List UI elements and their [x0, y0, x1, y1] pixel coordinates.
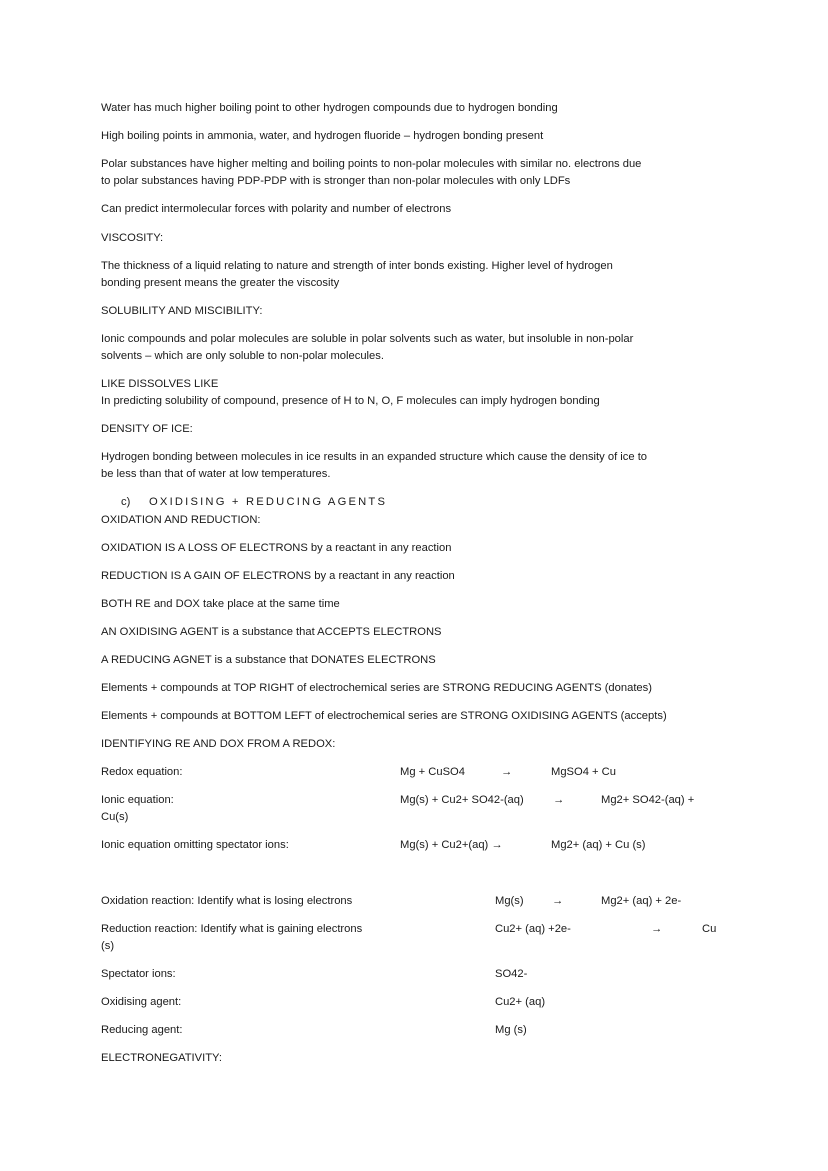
ionic-equation-lhs: Mg(s) + Cu2+ SO42-(aq): [400, 794, 524, 806]
omit-equation-lhs: Mg(s) + Cu2+(aq) →: [400, 839, 503, 851]
redox-equation-label: Redox equation:: [101, 766, 183, 778]
omit-equation-label: Ionic equation omitting spectator ions:: [101, 839, 289, 851]
reduction-reaction-label: Reduction reaction: Identify what is gaining electrons: [101, 923, 363, 935]
paragraph-solubility-line2: solvents – which are only soluble to non-polar molecules.: [101, 350, 384, 362]
redox-equation-lhs: Mg + CuSO4: [400, 766, 465, 778]
oxidising-agent-value: Cu2+ (aq): [495, 996, 546, 1008]
heading-electronegativity: ELECTRONEGATIVITY:: [101, 1052, 223, 1064]
reducing-agent-label: Reducing agent:: [101, 1024, 183, 1036]
ionic-equation-rhs: Mg2+ SO42-(aq) +: [601, 794, 695, 806]
arrow-icon: →: [651, 923, 663, 935]
line-oxidising-agent: AN OXIDISING AGENT is a substance that ACCEPTS ELECTRONS: [101, 626, 442, 638]
ionic-equation-label: Ionic equation:: [101, 794, 174, 806]
oxidising-agent-label: Oxidising agent:: [101, 996, 182, 1008]
line-reducing-agent: A REDUCING AGNET is a substance that DONATES ELECTRONS: [101, 654, 436, 666]
heading-like-dissolves: LIKE DISSOLVES LIKE: [101, 378, 219, 390]
heading-oxidation-reduction: OXIDATION AND REDUCTION:: [101, 514, 261, 526]
heading-identifying-redox: IDENTIFYING RE AND DOX FROM A REDOX:: [101, 738, 336, 750]
line-oxidation-loss: OXIDATION IS A LOSS OF ELECTRONS by a reactant in any reaction: [101, 542, 452, 554]
paragraph-solubility-line1: Ionic compounds and polar molecules are soluble in polar solvents such as water, but insoluble in non-polar: [101, 333, 634, 345]
paragraph-viscosity-line1: The thickness of a liquid relating to nature and strength of inter bonds existing. Higher level of hydrogen: [101, 260, 613, 272]
section-c-marker: c): [121, 496, 131, 508]
arrow-icon: →: [501, 766, 513, 778]
paragraph-water-boiling: Water has much higher boiling point to other hydrogen compounds due to hydrogen bonding: [101, 102, 558, 114]
paragraph-density-line2: be less than that of water at low temperatures.: [101, 468, 331, 480]
reducing-agent-value: Mg (s): [495, 1024, 527, 1036]
reduction-reaction-lhs: Cu2+ (aq) +2e-: [495, 923, 571, 935]
oxidation-reaction-label: Oxidation reaction: Identify what is losing electrons: [101, 895, 353, 907]
reduction-reaction-wrap: (s): [101, 940, 115, 952]
spectator-ions-label: Spectator ions:: [101, 968, 176, 980]
paragraph-polar-line2: to polar substances having PDP-PDP with is stronger than non-polar molecules with only LDFs: [101, 175, 571, 187]
heading-density-ice: DENSITY OF ICE:: [101, 423, 193, 435]
omit-equation-rhs: Mg2+ (aq) + Cu (s): [551, 839, 646, 851]
paragraph-polar-line1: Polar substances have higher melting and boiling points to non-polar molecules with similar no. electrons due: [101, 158, 642, 170]
heading-solubility: SOLUBILITY AND MISCIBILITY:: [101, 305, 263, 317]
arrow-icon: →: [552, 895, 564, 907]
line-reduction-gain: REDUCTION IS A GAIN OF ELECTRONS by a reactant in any reaction: [101, 570, 455, 582]
line-top-right: Elements + compounds at TOP RIGHT of electrochemical series are STRONG REDUCING AGENTS (donates): [101, 682, 652, 694]
ionic-equation-wrap: Cu(s): [101, 811, 129, 823]
heading-viscosity: VISCOSITY:: [101, 232, 164, 244]
reduction-reaction-rhs: Cu: [702, 923, 717, 935]
paragraph-predicting-solubility: In predicting solubility of compound, presence of H to N, O, F molecules can imply hydrogen bonding: [101, 395, 600, 407]
spectator-ions-value: SO42-: [495, 968, 528, 980]
paragraph-density-line1: Hydrogen bonding between molecules in ice results in an expanded structure which cause the density of ice to: [101, 451, 648, 463]
paragraph-high-boiling: High boiling points in ammonia, water, and hydrogen fluoride – hydrogen bonding present: [101, 130, 544, 142]
arrow-icon: →: [553, 794, 565, 806]
oxidation-reaction-lhs: Mg(s): [495, 895, 524, 907]
paragraph-viscosity-line2: bonding present means the greater the viscosity: [101, 277, 340, 289]
oxidation-reaction-rhs: Mg2+ (aq) + 2e-: [601, 895, 682, 907]
redox-equation-rhs: MgSO4 + Cu: [551, 766, 616, 778]
paragraph-predict: Can predict intermolecular forces with polarity and number of electrons: [101, 203, 452, 215]
line-both-same-time: BOTH RE and DOX take place at the same time: [101, 598, 340, 610]
line-bottom-left: Elements + compounds at BOTTOM LEFT of electrochemical series are STRONG OXIDISING AGENTS (accepts): [101, 710, 667, 722]
section-c-title: OXIDISING + REDUCING AGENTS: [149, 496, 388, 508]
